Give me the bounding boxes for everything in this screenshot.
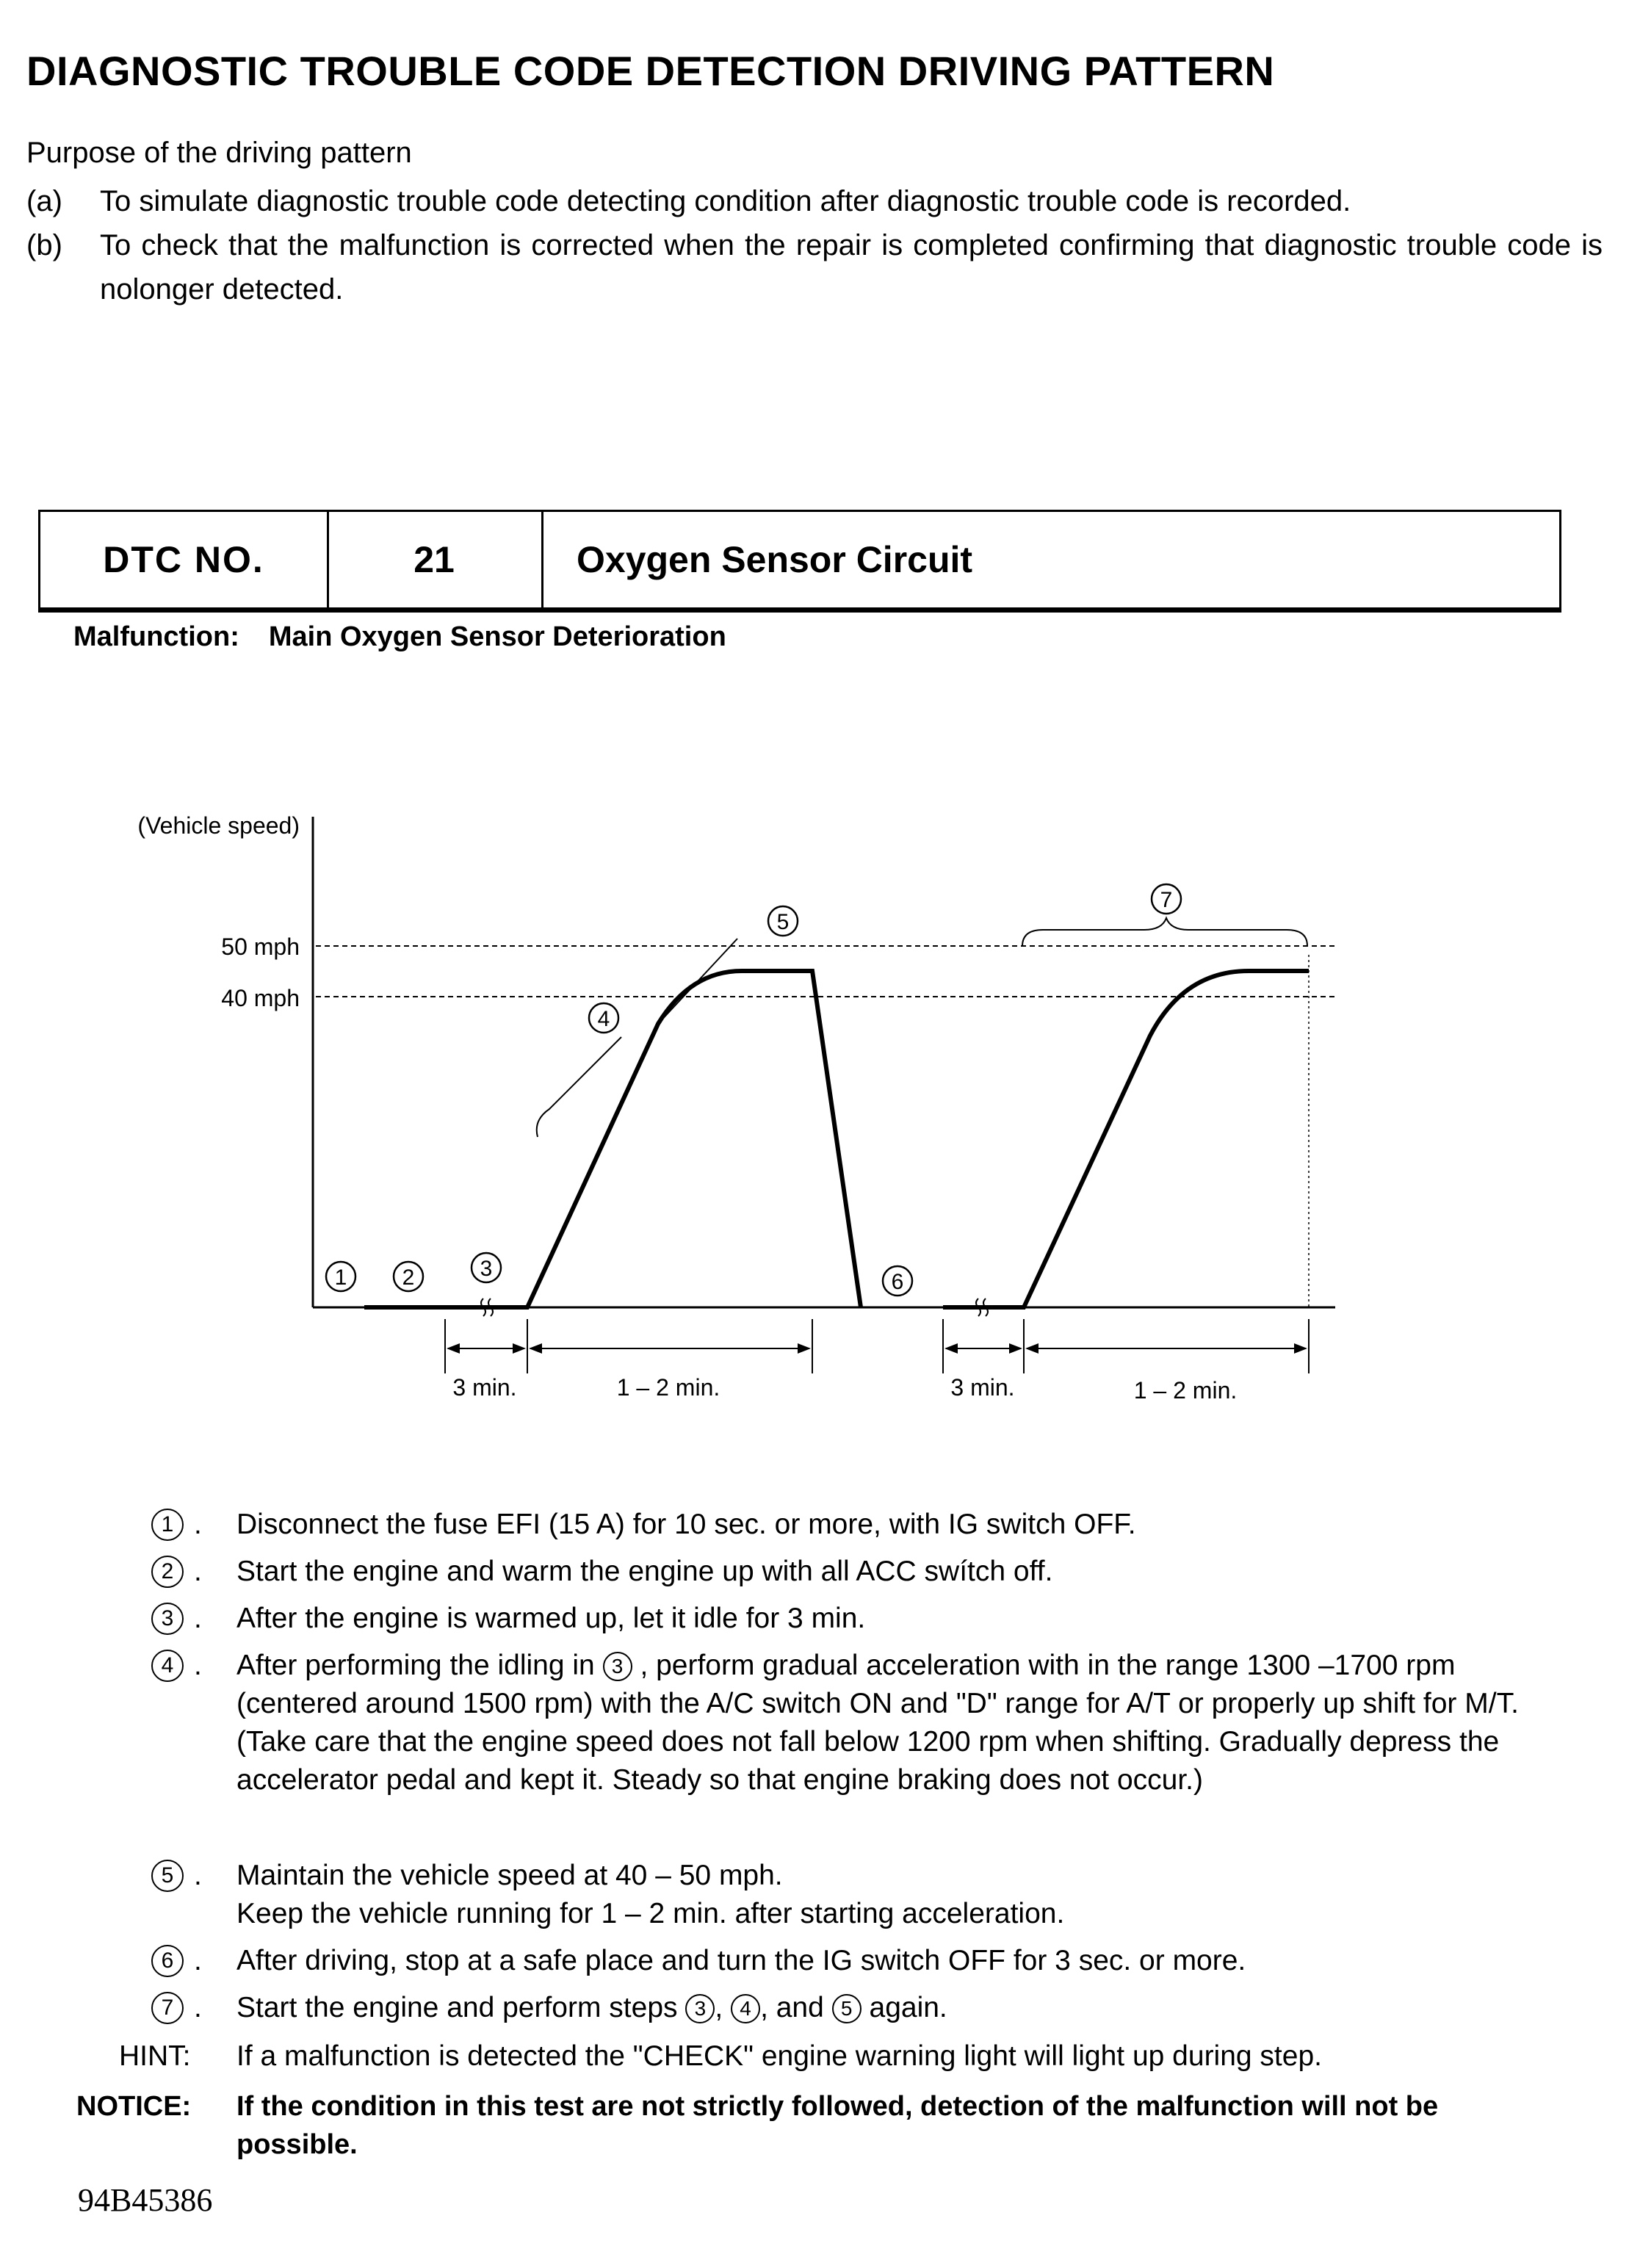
step-number: 2 xyxy=(151,1556,184,1588)
arrowhead xyxy=(1294,1343,1307,1354)
level-label-40mph: 40 mph xyxy=(221,985,300,1011)
arrowhead xyxy=(798,1343,811,1354)
page-title: DIAGNOSTIC TROUBLE CODE DETECTION DRIVING PATTERN xyxy=(26,48,1275,94)
step-text-line: Keep the vehicle running for 1 – 2 min. after starting acceleration. xyxy=(236,1898,1065,1929)
step-text-part: , and xyxy=(760,1992,824,2023)
step-marker-6 xyxy=(883,1266,912,1296)
purpose-heading: Purpose of the driving pattern xyxy=(26,137,412,169)
step-ref: 3 xyxy=(685,1994,715,2023)
duration-label: 3 min. xyxy=(452,1374,517,1401)
y-axis-label: (Vehicle speed) xyxy=(137,812,300,839)
step-number: 7 xyxy=(151,1992,184,2024)
step-text xyxy=(236,1857,1544,1933)
svg-text:4: 4 xyxy=(597,1007,610,1031)
notice-label: NOTICE: xyxy=(76,2091,192,2122)
malfunction-value: Main Oxygen Sensor Deterioration xyxy=(268,621,726,652)
arrowhead xyxy=(1009,1343,1022,1354)
step-text-part: After performing the idling in xyxy=(236,1650,595,1681)
arrowhead xyxy=(529,1343,542,1354)
level-label-50mph: 50 mph xyxy=(221,933,300,960)
hint-label: HINT: xyxy=(119,2040,191,2072)
dtc-description: Oxygen Sensor Circuit xyxy=(577,539,973,580)
step-text xyxy=(236,1647,1544,1799)
duration-label: 3 min. xyxy=(950,1374,1015,1401)
duration-label: 1 – 2 min. xyxy=(1133,1377,1238,1404)
step-ref: 3 xyxy=(603,1652,632,1681)
step-marker-3 xyxy=(472,1253,501,1282)
step-number: 6 xyxy=(151,1945,184,1977)
step-marker-2 xyxy=(394,1262,423,1291)
step-ref: 4 xyxy=(731,1994,760,2023)
svg-text:1: 1 xyxy=(334,1265,347,1290)
step-text-part: , perform gradual acceleration with in the range 1300 –1700 rpm (centered around 1500 rpm) with the A/C switch ON and "D" range for A/T or properly up shift for M/T. xyxy=(236,1650,1519,1719)
dtc-code: 21 xyxy=(327,512,543,607)
step-text: Disconnect the fuse EFI (15 A) for 10 sec. or more, with IG switch OFF. xyxy=(236,1509,1136,1540)
step-number: 3 xyxy=(151,1603,184,1635)
step-text-part: Start the engine and perform steps xyxy=(236,1992,678,2023)
svg-text:3: 3 xyxy=(480,1257,493,1281)
duration-label: 1 – 2 min. xyxy=(616,1374,720,1401)
arrowhead xyxy=(944,1343,958,1354)
step-ref: 5 xyxy=(832,1994,862,2023)
step-marker-4 xyxy=(589,1003,618,1033)
purpose-item-text: To simulate diagnostic trouble code detecting condition after diagnostic trouble code is recorded. xyxy=(100,185,1351,217)
step-text-part: again. xyxy=(869,1992,947,2023)
step-text: After the engine is warmed up, let it idle for 3 min. xyxy=(236,1603,866,1634)
purpose-item-label: (b) xyxy=(26,229,62,261)
step-text xyxy=(236,1989,1544,2027)
hint-text: If a malfunction is detected the "CHECK" engine warning light will light up during step. xyxy=(236,2040,1322,2072)
step-note: (Take care that the engine speed does not fall below 1200 rpm when shifting. Gradually depress the accelerator pedal and kept it. Steady so that engine braking does not occur.) xyxy=(236,1726,1500,1796)
purpose-item-label: (a) xyxy=(26,185,62,217)
arrowhead xyxy=(447,1343,460,1354)
step-number: 1 xyxy=(151,1509,184,1541)
step-text-part: , xyxy=(715,1992,723,2023)
notice-text: If the condition in this test are not strictly followed, detection of the malfunction will not be possible. xyxy=(236,2091,1439,2160)
step-marker-5 xyxy=(768,906,798,936)
purpose-item-text: To check that the malfunction is corrected when the repair is completed confirming that diagnostic trouble code is nolonger detected. xyxy=(100,229,1603,306)
step-text-line: Maintain the vehicle speed at 40 – 50 mph. xyxy=(236,1860,783,1891)
malfunction-label: Malfunction: xyxy=(73,621,239,652)
svg-text:7: 7 xyxy=(1160,888,1173,912)
speed-curve xyxy=(364,971,861,1307)
speed-curve-second xyxy=(943,971,1309,1307)
step-marker-1 xyxy=(326,1262,355,1291)
dtc-no-header: DTC NO. xyxy=(40,512,329,607)
svg-text:2: 2 xyxy=(402,1265,415,1290)
step-marker-7 xyxy=(1152,884,1181,914)
leader-line-5 xyxy=(658,939,737,1024)
step-number: 4 xyxy=(151,1650,184,1682)
step-number: 5 xyxy=(151,1860,184,1892)
figure-id: 94B45386 xyxy=(78,2182,213,2218)
brace-7 xyxy=(1022,918,1307,946)
step-text: After driving, stop at a safe place and turn the IG switch OFF for 3 sec. or more. xyxy=(236,1945,1246,1976)
step-text: Start the engine and warm the engine up with all ACC swítch off. xyxy=(236,1556,1053,1587)
leader-line-4 xyxy=(537,1037,621,1137)
arrowhead xyxy=(1025,1343,1039,1354)
arrowhead xyxy=(513,1343,526,1354)
svg-text:5: 5 xyxy=(776,910,790,934)
svg-text:6: 6 xyxy=(891,1270,904,1294)
